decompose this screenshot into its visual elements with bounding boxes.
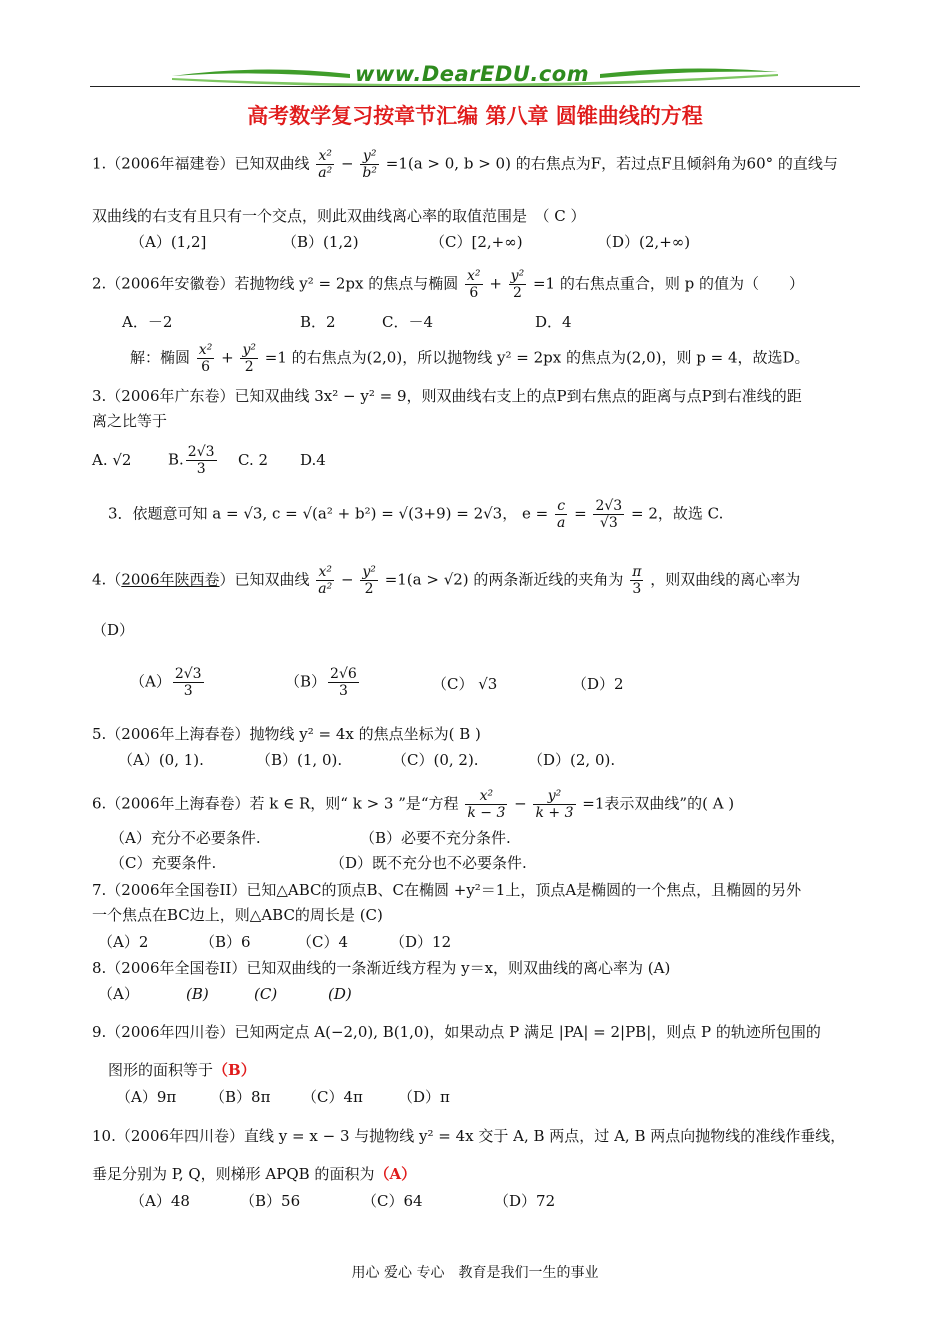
q9-line2: 图形的面积等于（B） xyxy=(108,1061,256,1079)
q8-option-c: (C) xyxy=(254,985,278,1003)
q7-option-a: （A）2 xyxy=(98,933,149,951)
q3-line1: 3.（2006年广东卷）已知双曲线 3x² − y² = 9，则双曲线右支上的点P到右焦点的距离与点P到右准线的距 xyxy=(92,387,802,405)
q3-line2: 离之比等于 xyxy=(92,412,168,430)
q7-option-b: （B）6 xyxy=(200,933,251,951)
site-logo-text: www.DearEDU.com xyxy=(355,62,590,86)
q4-line1: 4.（2006年陕西卷）已知双曲线 $\frac{\text{x²}}{\text{a²}}$ − $\frac{\text{y²}}{2}$ =1(a > √2) 的两条渐近线的夹角为 $\frac{\pi}{3}$ ，则双曲线的离心率为 xyxy=(92,564,801,597)
q1-option-b: （B）(1,2) xyxy=(282,233,359,251)
q5-option-d: （D）(2, 0). xyxy=(528,751,616,769)
q9-option-c: （C）4π xyxy=(302,1088,363,1106)
q10-answer: （A） xyxy=(374,1165,417,1183)
q5-line1: 5.（2006年上海春卷）抛物线 y² = 4x 的焦点坐标为( B ) xyxy=(92,725,481,743)
header-rule xyxy=(90,86,860,87)
q7-option-c: （C）4 xyxy=(297,933,349,951)
q1-option-a: （A）(1,2] xyxy=(130,233,207,251)
q3-solution: 3．依题意可知 a = √3, c = √(a² + b²) = √(3+9) = 2√3， e = $\frac{c}{a}$ = $\frac{2√3}{√3}$ = 2，故选 C. xyxy=(108,498,724,531)
q8-option-d: (D) xyxy=(328,985,352,1003)
q6-option-b: （B）必要不充分条件. xyxy=(360,829,511,847)
q2-solution: 解：椭圆 $\frac{\text{x²}}{6}$ + $\frac{\text{y²}}{2}$ =1 的右焦点为(2,0)，所以抛物线 y² = 2px 的焦点为(2,0)，则 p = 4，故选D。 xyxy=(130,342,810,375)
q4-option-a: （A） $\frac{2√3}{3}$ xyxy=(130,666,202,699)
q5-option-b: （B）(1, 0). xyxy=(256,751,343,769)
q10-line2: 垂足分别为 P, Q，则梯形 APQB 的面积为（A） xyxy=(92,1165,417,1183)
q10-option-c: （C）64 xyxy=(362,1192,423,1210)
q2-option-c: C．－4 xyxy=(382,313,434,331)
q10-option-b: （B）56 xyxy=(240,1192,301,1210)
q2-option-b: B．2 xyxy=(300,313,336,331)
q9-option-d: （D）π xyxy=(398,1088,450,1106)
q9-option-b: （B）8π xyxy=(210,1088,271,1106)
q4-option-b: （B） $\frac{2√6}{3}$ xyxy=(285,666,357,699)
q1-option-c: （C）[2,+∞) xyxy=(430,233,523,251)
q6-line1: 6.（2006年上海春卷）若 k ∈ R，则“ k > 3 ”是“方程 $\frac{\text{x²}}{k - 3}$ − $\frac{\text{y²}}{k + 3}$ =1表示双曲线”的( A ) xyxy=(92,788,735,821)
q9-answer: （B） xyxy=(213,1061,256,1079)
q9-option-a: （A）9π xyxy=(116,1088,177,1106)
q7-line2: 一个焦点在BC边上，则△ABC的周长是 (C) xyxy=(92,906,383,924)
q6-option-d: （D）既不充分也不必要条件. xyxy=(330,854,527,872)
q8-line1: 8.（2006年全国卷II）已知双曲线的一条渐近线方程为 y＝x，则双曲线的离心率为 (A) xyxy=(92,959,671,977)
q2-option-a: A．－2 xyxy=(122,313,173,331)
q1-text-c: =1(a > 0, b > 0) 的右焦点为F，若过点F且倾斜角为60° 的直线与 xyxy=(385,154,838,173)
q1-text-a: 1.（2006年福建卷）已知双曲线 xyxy=(92,154,310,173)
q4-source-link: 2006年陕西卷 xyxy=(121,570,220,589)
q4-option-c: （C） √3 xyxy=(432,675,498,693)
q2-option-d: D．4 xyxy=(535,313,572,331)
q7-option-d: （D）12 xyxy=(390,933,452,951)
q5-option-a: （A）(0, 1). xyxy=(118,751,204,769)
q8-option-a: （A） xyxy=(98,985,139,1003)
page-title: 高考数学复习按章节汇编 第八章 圆锥曲线的方程 xyxy=(247,104,703,128)
q4-answer: （D） xyxy=(92,621,135,639)
q1-line2: 双曲线的右支有且只有一个交点，则此双曲线离心率的取值范围是 （ C ） xyxy=(92,207,586,225)
q4-option-d: （D）2 xyxy=(572,675,624,693)
q3-option-c: C. 2 xyxy=(238,451,269,469)
q10-option-d: （D）72 xyxy=(494,1192,556,1210)
q7-line1: 7.（2006年全国卷II）已知△ABC的顶点B、C在椭圆 +y²＝1上，顶点A是椭圆的一个焦点，且椭圆的另外 xyxy=(92,881,802,899)
q6-option-a: （A）充分不必要条件. xyxy=(110,829,261,847)
q2-line1: 2.（2006年安徽卷）若抛物线 y² = 2px 的焦点与椭圆 $\frac{\text{x²}}{6}$ + $\frac{\text{y²}}{2}$ =1 的右焦点重合，则 p 的值为（ ） xyxy=(92,268,805,301)
q9-line1: 9.（2006年四川卷）已知两定点 A(−2,0), B(1,0)，如果动点 P 满足 |PA| = 2|PB|，则点 P 的轨迹所包围的 xyxy=(92,1023,821,1041)
q3-option-a: A. √2 xyxy=(92,451,132,469)
page-footer: 用心 爱心 专心 教育是我们一生的事业 xyxy=(351,1265,599,1281)
q10-option-a: （A）48 xyxy=(130,1192,190,1210)
q10-line1: 10.（2006年四川卷）直线 y = x − 3 与抛物线 y² = 4x 交于 A, B 两点，过 A, B 两点向抛物线的准线作垂线， xyxy=(92,1127,846,1145)
q1-line1: 1.（2006年福建卷）已知双曲线 $\frac{\text{x²}}{\text{a²}}$ − $\frac{\text{y²}}{\text{b²}}$ =1(a > 0, b > 0) 的右焦点为F，若过点F且倾斜角为60° 的直线与 xyxy=(92,148,838,181)
q8-option-b: (B) xyxy=(186,985,209,1003)
q1-frac-y: $\frac{\text{y²}}{\text{b²}}$ xyxy=(362,148,377,181)
q5-option-c: （C）(0, 2). xyxy=(392,751,479,769)
q3-option-b: B. $\frac{2√3}{3}$ xyxy=(168,444,215,477)
q6-option-c: （C）充要条件. xyxy=(110,854,217,872)
q3-option-d: D.4 xyxy=(300,451,326,469)
q1-frac-x: $\frac{\text{x²}}{\text{a²}}$ xyxy=(318,148,333,181)
q1-option-d: （D）(2,+∞) xyxy=(597,233,691,251)
